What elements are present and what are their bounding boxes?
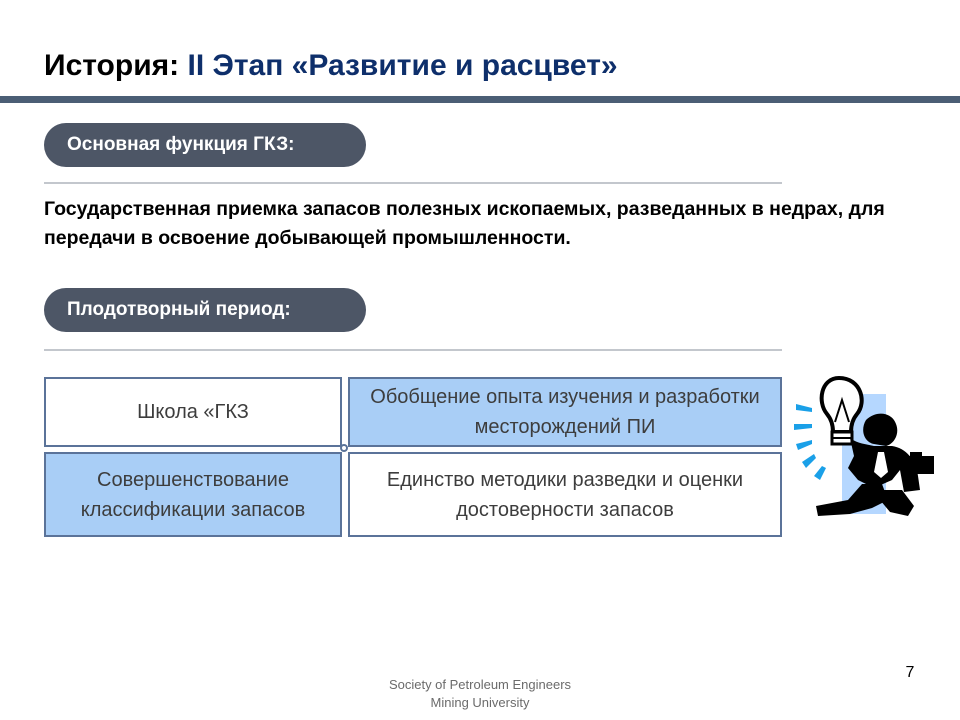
- slide-title: [44, 44, 924, 88]
- box-gkz-school-text: Школа «ГКЗ: [137, 401, 249, 423]
- box-experience-summary-text: Обобщение опыта изучения и разработки месторождений ПИ: [370, 386, 760, 438]
- box-grid-connector: [340, 444, 348, 452]
- section-divider-2: [44, 349, 782, 351]
- box-classification-improvement-text: Совершенствование классификации запасов: [80, 468, 306, 521]
- section-divider-1: [44, 182, 782, 184]
- title-prefix: История:: [44, 49, 180, 82]
- box-gkz-school: [44, 377, 342, 447]
- title-divider: [0, 96, 960, 103]
- footer-organization: Society of Petroleum Engineers: [388, 677, 572, 692]
- page-number: 7: [905, 664, 915, 681]
- footer-university: Mining University: [430, 695, 530, 710]
- box-methodology-unity: [348, 452, 782, 537]
- box-classification-improvement: [44, 452, 342, 537]
- main-function-text: Государственная приемка запасов полезных ископаемых, разведанных в недрах, для передачи в освоение добывающей промышленности.: [44, 198, 885, 249]
- footer: [330, 676, 630, 712]
- section-label-main-function: Основная функция ГКЗ:: [44, 123, 366, 167]
- box-methodology-unity-text: Единство методики разведки и оценки достоверности запасов: [386, 468, 744, 521]
- person-with-light-bulb-icon: [792, 372, 942, 522]
- box-experience-summary: [348, 377, 782, 447]
- title-main: II Этап «Развитие и расцвет»: [187, 49, 618, 82]
- section-label-productive-period: Плодотворный период:: [44, 288, 366, 332]
